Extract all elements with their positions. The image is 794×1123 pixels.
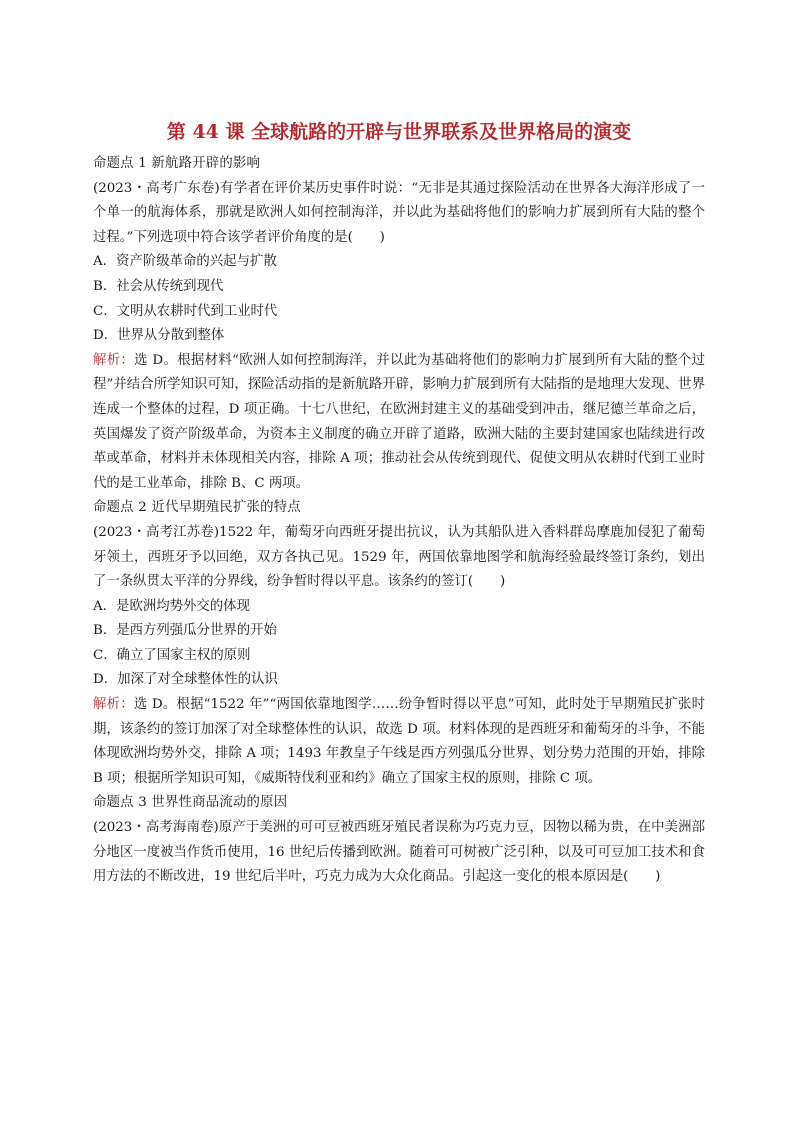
document-page (93, 118, 705, 890)
option-c: C．文明从农耕时代到工业时代 (93, 303, 278, 319)
option-a: A．资产阶级革命的兴起与扩散 (93, 254, 277, 270)
analysis-text: 选 D。根据材料“欧洲人如何控制海洋，并以此为基础将他们的影响力扩展到所有大陆的整个过程”并结合所学知识可知，探险活动指的是新航路开辟，影响力扩展到所有大陆指的是地理大发现、世界连成一个整体的过程，D 项正确。十七八世纪，在欧洲封建主义的基础受到冲击，继尼德兰革命之后，英国爆发了资产阶级革命，为资本主义制度的确立开辟了道路，欧洲大陆的主要封建国家也陆续进行改革或革命，材料并未体现相关内容，排除 A 项；推动社会从传统到现代、促使文明从农耕时代到工业时代的是工业革命，排除 B、C 两项。 (93, 352, 706, 491)
question-stem: (2023・高考广东卷)有学者在评价某历史事件时说：“无非是其通过探险活动在世界各大海洋形成了一个单一的航海体系，那就是欧洲人如何控制海洋，并以此为基础将他们的影响力扩展到所有大陆的整个过程。”下列选项中符合该学者评价角度的是( ) (93, 180, 705, 245)
analysis-paragraph (93, 349, 705, 497)
question-stem: (2023・高考江苏卷)1522 年，葡萄牙向西班牙提出抗议，认为其船队进入香料群岛摩鹿加侵犯了葡萄牙领土，西班牙予以回绝，双方各执己见。1529 年，两国依靠地图学和航海经验最终签订条约，划出了一条纵贯太平洋的分界线，纷争暂时得以平息。该条约的签订( ) (93, 524, 705, 590)
analysis-label: 解析： (93, 697, 134, 713)
option-a: A．是欧洲均势外交的体现 (93, 598, 250, 614)
option-b: B．社会从传统到现代 (93, 278, 224, 294)
knowledge-point-heading: 命题点 1 新航路开辟的影响 (93, 156, 261, 171)
option-d: D．世界从分散到整体 (93, 328, 225, 344)
lesson-title: 第 44 课 全球航路的开辟与世界联系及世界格局的演变 (166, 121, 632, 143)
option-d: D．加深了对全球整体性的认识 (93, 672, 278, 688)
analysis-text: 选 D。根据“1522 年”“两国依靠地图学……纷争暂时得以平息”可知，此时处于早期殖民扩张时期，该条约的签订加深了对全球整体性的认识，故选 D 项。材料体现的是西班牙和葡萄牙的斗争，不能体现欧洲均势外交，排除 A 项；1493 年教皇子午线是西方列强瓜分世界、划分势力范围的开始，排除 B 项；根据所学知识可知，《威斯特伐利亚和约》确立了国家主权的原则，排除 C 项。 (93, 697, 705, 786)
analysis-paragraph (93, 693, 705, 791)
knowledge-point-heading: 命题点 2 近代早期殖民扩张的特点 (93, 500, 301, 516)
option-c: C．确立了国家主权的原则 (93, 647, 251, 663)
analysis-label: 解析： (93, 352, 135, 368)
question-stem: (2023・高考海南卷)原产于美洲的可可豆被西班牙殖民者误称为巧克力豆，因物以稀为贵，在中美洲部分地区一度被当作货币使用，16 世纪后传播到欧洲。随着可可树被广泛引种，以及可可豆加工技术和食用方法的不断改进，19 世纪后半叶，巧克力成为大众化商品。引起这一变化的根本原因是( ) (93, 820, 705, 885)
option-b: B．是西方列强瓜分世界的开始 (93, 623, 277, 639)
knowledge-point-heading: 命题点 3 世界性商品流动的原因 (93, 795, 288, 811)
